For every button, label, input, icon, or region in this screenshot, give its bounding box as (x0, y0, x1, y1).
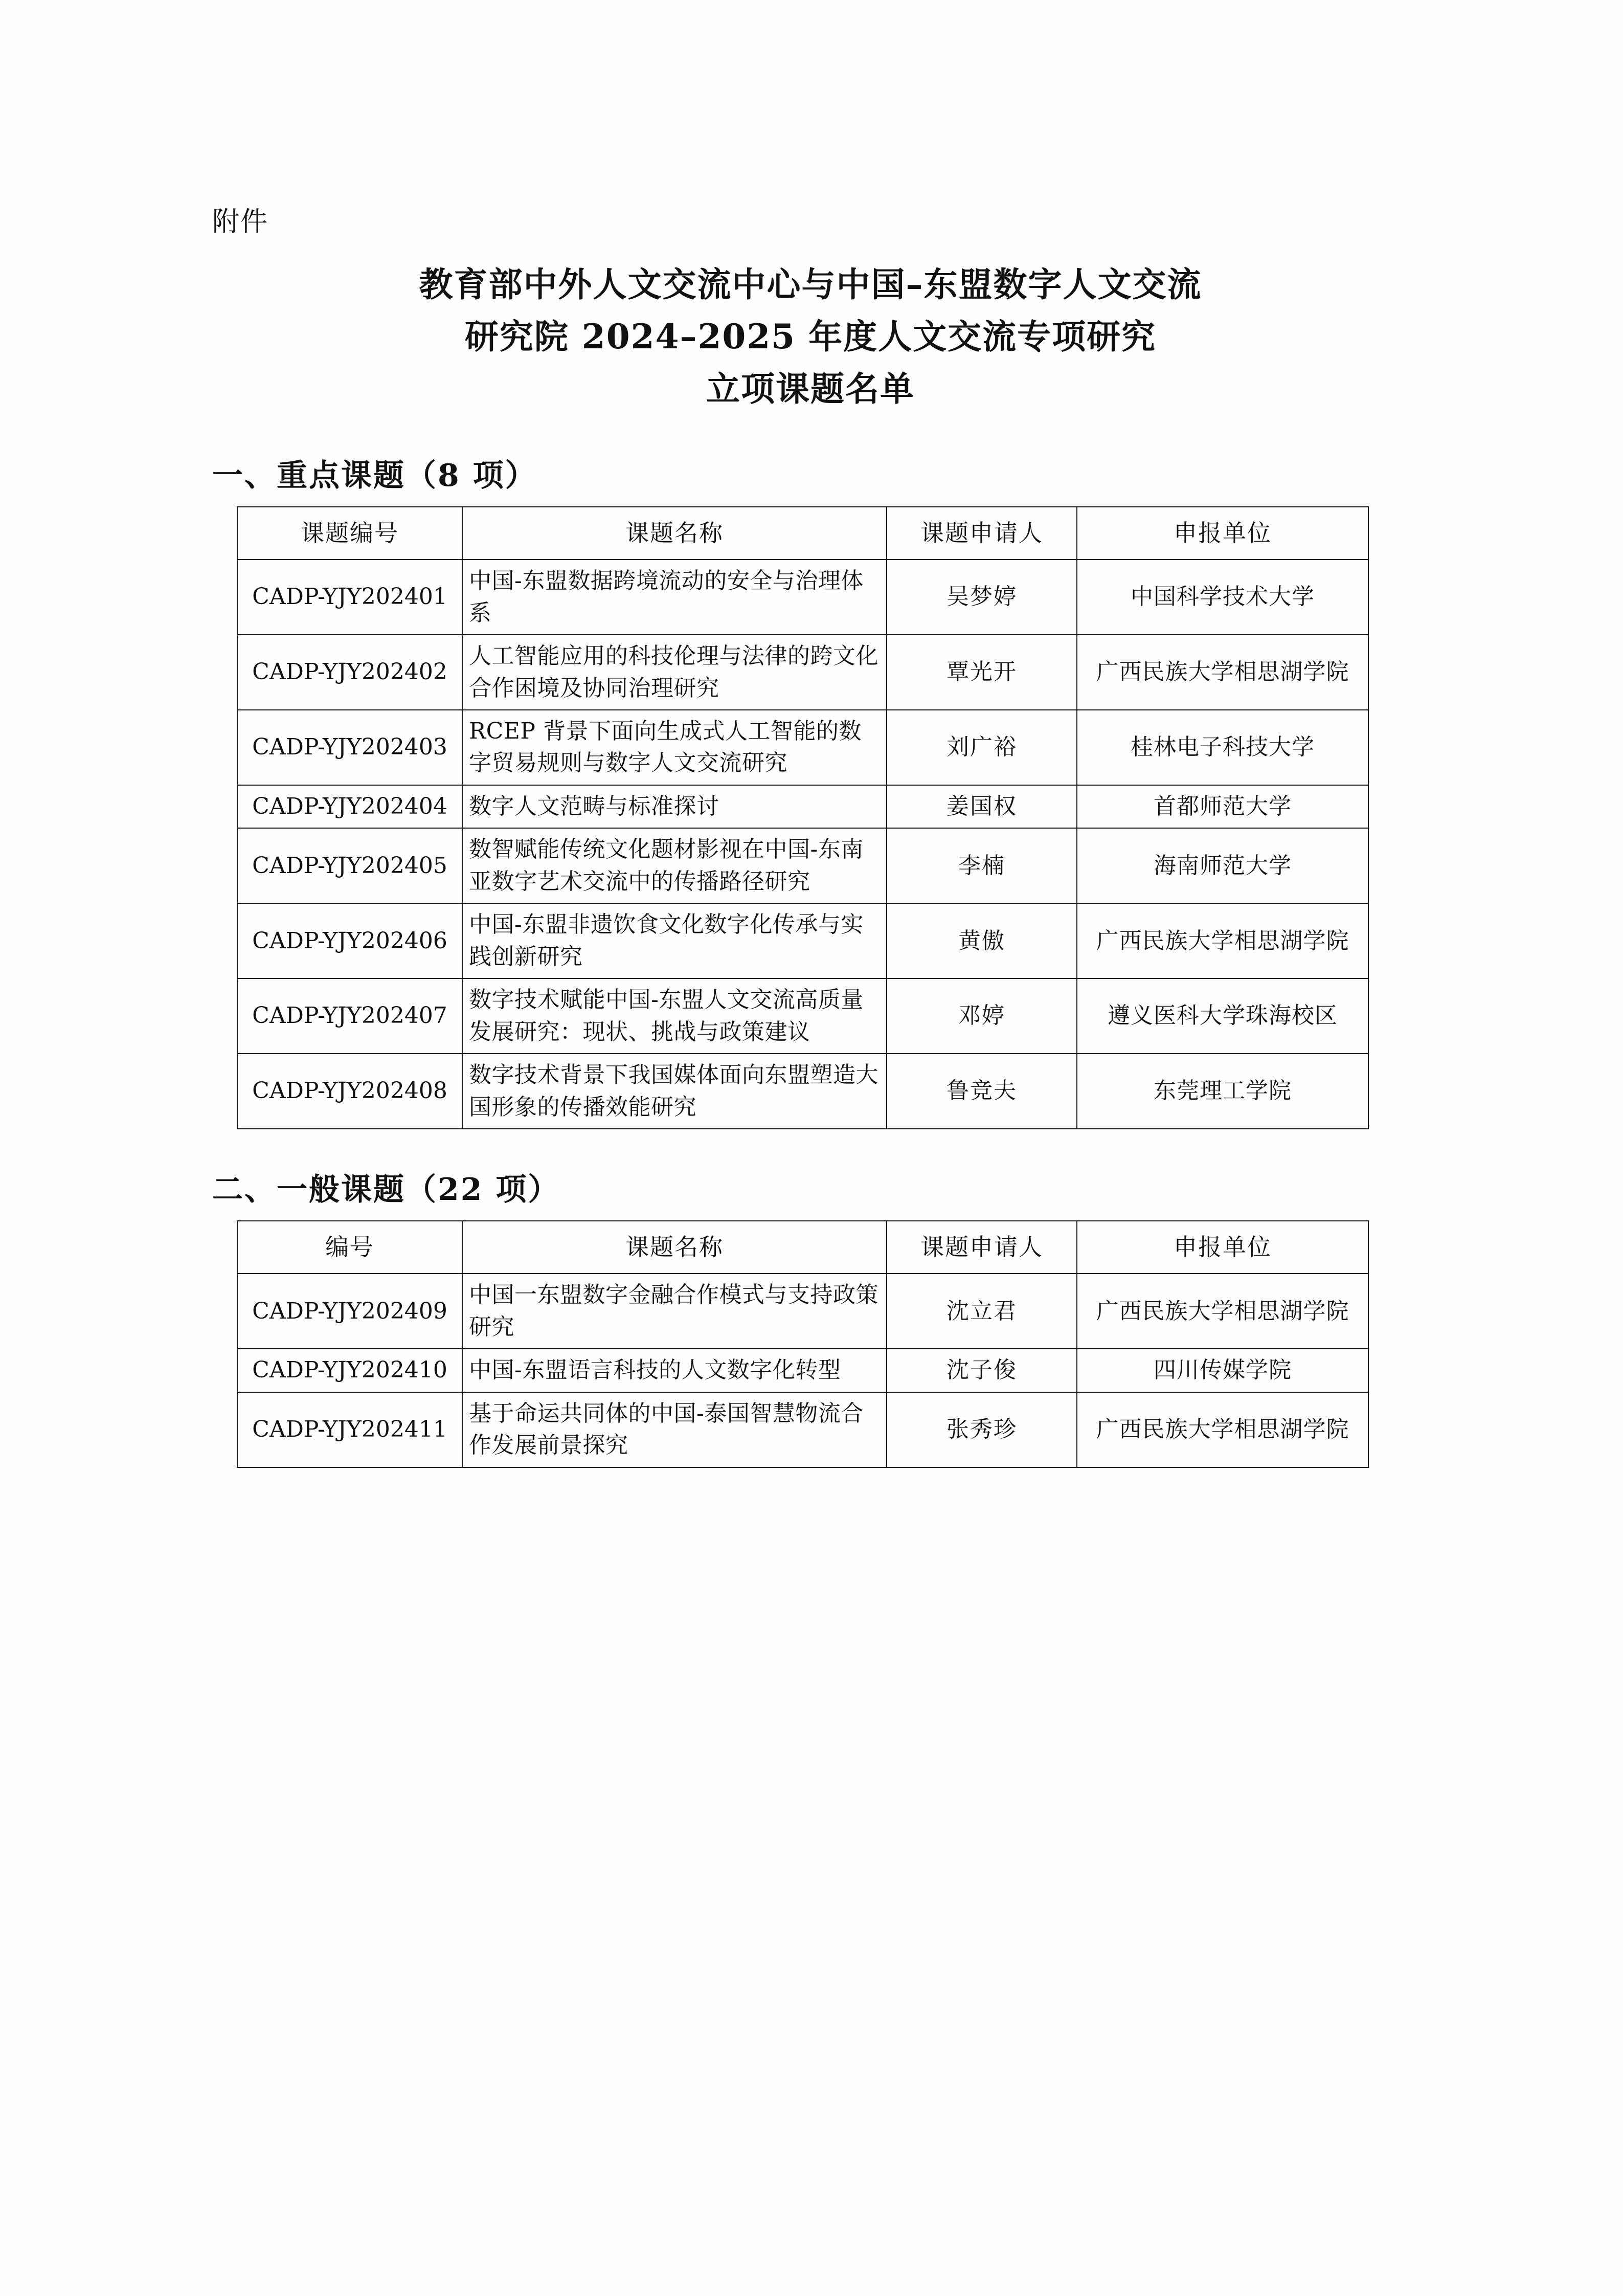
column-header-unit: 申报单位 (1077, 507, 1368, 560)
cell-unit: 桂林电子科技大学 (1077, 710, 1368, 785)
document-content (212, 205, 1409, 1468)
cell-code: CADP-YJY202410 (237, 1349, 462, 1392)
page-title-line-1: 教育部中外人文交流中心与中国–东盟数字人文交流 (419, 264, 1202, 304)
cell-person: 鲁竞夫 (887, 1054, 1077, 1129)
column-header-unit: 申报单位 (1077, 1221, 1368, 1274)
cell-person: 黄傲 (887, 903, 1077, 978)
column-header-person: 课题申请人 (887, 507, 1077, 560)
cell-unit: 海南师范大学 (1077, 828, 1368, 903)
cell-code: CADP-YJY202401 (237, 560, 462, 635)
attachment-label: 附件 (212, 206, 268, 237)
cell-code: CADP-YJY202408 (237, 1054, 462, 1129)
cell-unit: 广西民族大学相思湖学院 (1077, 903, 1368, 978)
column-header-code: 编号 (237, 1221, 462, 1274)
cell-code: CADP-YJY202402 (237, 635, 462, 710)
table-row (237, 1392, 1368, 1467)
cell-unit: 广西民族大学相思湖学院 (1077, 1392, 1368, 1467)
cell-name: 中国-东盟非遗饮食文化数字化传承与实践创新研究 (462, 903, 887, 978)
cell-unit: 广西民族大学相思湖学院 (1077, 635, 1368, 710)
cell-name: 人工智能应用的科技伦理与法律的跨文化合作困境及协同治理研究 (462, 635, 887, 710)
cell-unit: 四川传媒学院 (1077, 1349, 1368, 1392)
page-title-line-3: 立项课题名单 (706, 369, 915, 409)
cell-person: 李楠 (887, 828, 1077, 903)
cell-name: 中国-东盟语言科技的人文数字化转型 (462, 1349, 887, 1392)
table-row (237, 560, 1368, 635)
cell-unit: 广西民族大学相思湖学院 (1077, 1274, 1368, 1349)
cell-code: CADP-YJY202407 (237, 978, 462, 1054)
table-row (237, 1054, 1368, 1129)
cell-person: 刘广裕 (887, 710, 1077, 785)
table-row (237, 1274, 1368, 1349)
cell-name: RCEP 背景下面向生成式人工智能的数字贸易规则与数字人文交流研究 (462, 710, 887, 785)
column-header-code: 课题编号 (237, 507, 462, 560)
table-row (237, 903, 1368, 978)
table-row (237, 710, 1368, 785)
section-heading-general-projects: 二、一般课题（22 项） (212, 1172, 560, 1208)
cell-name: 数字技术背景下我国媒体面向东盟塑造大国形象的传播效能研究 (462, 1054, 887, 1129)
cell-name: 数字技术赋能中国-东盟人文交流高质量发展研究：现状、挑战与政策建议 (462, 978, 887, 1054)
general-projects-table (237, 1220, 1369, 1468)
cell-name: 数智赋能传统文化题材影视在中国-东南亚数字艺术交流中的传播路径研究 (462, 828, 887, 903)
cell-person: 沈立君 (887, 1274, 1077, 1349)
page-title (243, 258, 1378, 415)
table-row (237, 785, 1368, 828)
cell-person: 覃光开 (887, 635, 1077, 710)
table-row (237, 635, 1368, 710)
cell-person: 姜国权 (887, 785, 1077, 828)
table-header-row (237, 1221, 1368, 1274)
cell-unit: 东莞理工学院 (1077, 1054, 1368, 1129)
cell-unit: 首都师范大学 (1077, 785, 1368, 828)
cell-code: CADP-YJY202406 (237, 903, 462, 978)
cell-name: 数字人文范畴与标准探讨 (462, 785, 887, 828)
cell-person: 邓婷 (887, 978, 1077, 1054)
cell-code: CADP-YJY202411 (237, 1392, 462, 1467)
cell-code: CADP-YJY202409 (237, 1274, 462, 1349)
cell-code: CADP-YJY202404 (237, 785, 462, 828)
cell-person: 张秀珍 (887, 1392, 1077, 1467)
table-row (237, 978, 1368, 1054)
section-heading-key-projects: 一、重点课题（8 项） (212, 457, 537, 494)
table-header-row (237, 507, 1368, 560)
table-row (237, 1349, 1368, 1392)
cell-name: 中国-东盟数据跨境流动的安全与治理体系 (462, 560, 887, 635)
column-header-name: 课题名称 (462, 1221, 887, 1274)
cell-person: 沈子俊 (887, 1349, 1077, 1392)
column-header-name: 课题名称 (462, 507, 887, 560)
table-row (237, 828, 1368, 903)
cell-name: 基于命运共同体的中国-泰国智慧物流合作发展前景探究 (462, 1392, 887, 1467)
cell-unit: 中国科学技术大学 (1077, 560, 1368, 635)
key-projects-table (237, 506, 1369, 1129)
cell-name: 中国一东盟数字金融合作模式与支持政策研究 (462, 1274, 887, 1349)
cell-person: 吴梦婷 (887, 560, 1077, 635)
column-header-person: 课题申请人 (887, 1221, 1077, 1274)
cell-code: CADP-YJY202405 (237, 828, 462, 903)
cell-unit: 遵义医科大学珠海校区 (1077, 978, 1368, 1054)
cell-code: CADP-YJY202403 (237, 710, 462, 785)
page-title-line-2: 研究院 2024–2025 年度人文交流专项研究 (464, 317, 1157, 357)
